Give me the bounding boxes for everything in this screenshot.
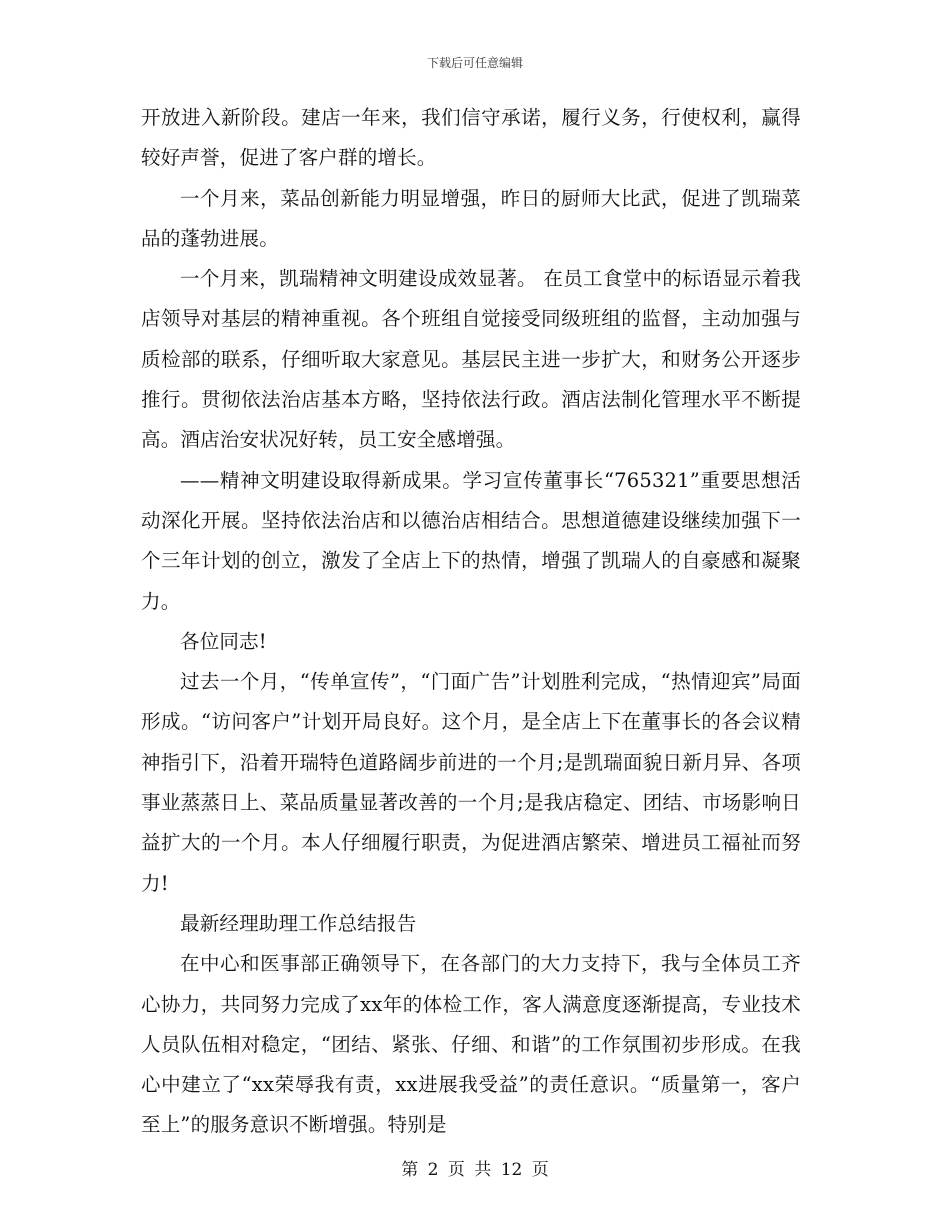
- paragraph: 在中心和医事部正确领导下，在各部门的大力支持下，我与全体员工齐心协力，共同努力完成了xx年的体检工作，客人满意度逐渐提高，专业技术人员队伍相对稳定，“团结、紧张、仔细、和谐”的工作氛围初步形成。在我心中建立了“xx荣辱我有责，xx进展我受益”的责任意识。“质量第一，客户至上”的服务意识不断增强。特别是: [141, 952, 801, 1137]
- paragraph: 一个月来，菜品创新能力明显增强，昨日的厨师大比武，促进了凯瑞菜品的蓬勃进展。: [141, 186, 801, 250]
- header-note: 下载后可任意编辑: [426, 56, 523, 70]
- paragraph: 开放进入新阶段。建店一年来，我们信守承诺，履行义务，行使权利，赢得较好声誉，促进了客户群的增长。: [141, 106, 801, 170]
- section-heading: 最新经理助理工作总结报告: [180, 911, 417, 935]
- document-body: [141, 98, 801, 1146]
- paragraph: 过去一个月，“传单宣传”，“门面广告”计划胜利完成，“热情迎宾”局面形成。“访问客户”计划开局良好。这个月，是全店上下在董事长的各会议精神指引下，沿着开瑞特色道路阔步前进的一个月;是凯瑞面貌日新月异、各项事业蒸蒸日上、菜品质量显著改善的一个月;是我店稳定、团结、市场影响日益扩大的一个月。本人仔细履行职责，为促进酒店繁荣、增进员工福祉而努力!: [141, 670, 801, 895]
- paragraph: 各位同志!: [180, 629, 267, 653]
- page-number: 第 2 页 共 12 页: [401, 1160, 549, 1180]
- paragraph: ——精神文明建设取得新成果。学习宣传董事长“765321”重要思想活动深化开展。坚持依法治店和以德治店相结合。思想道德建设继续加强下一个三年计划的创立，激发了全店上下的热情，增强了凯瑞人的自豪感和凝聚力。: [141, 468, 801, 613]
- paragraph: 一个月来，凯瑞精神文明建设成效显著。 在员工食堂中的标语显示着我店领导对基层的精神重视。各个班组自觉接受同级班组的监督，主动加强与质检部的联系，仔细听取大家意见。基层民主进一步扩大，和财务公开逐步推行。贯彻依法治店基本方略，坚持依法行政。酒店法制化管理水平不断提高。酒店治安状况好转，员工安全感增强。: [141, 267, 801, 452]
